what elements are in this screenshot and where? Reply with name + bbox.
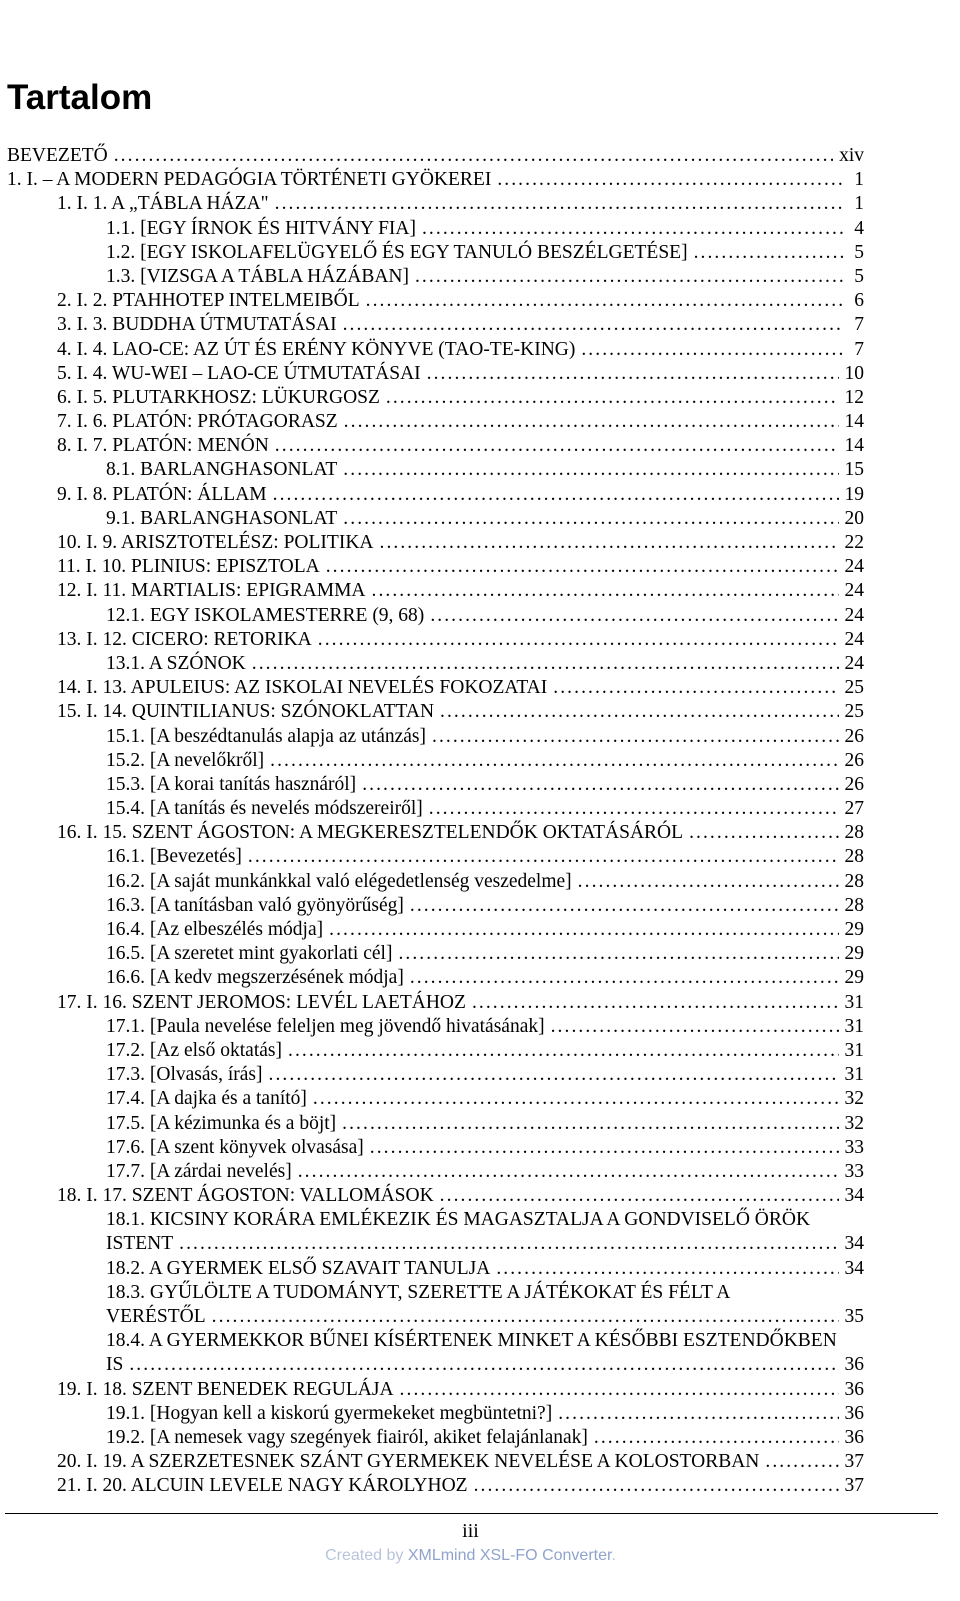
toc-entry[interactable] — [7, 918, 864, 942]
toc-entry-page: 28 — [844, 894, 864, 916]
toc-entry-page: 22 — [844, 532, 864, 553]
toc-entry[interactable] — [7, 700, 864, 724]
dot-leader — [318, 628, 839, 652]
toc-entry[interactable] — [7, 1087, 864, 1111]
converter-watermark — [0, 1547, 941, 1565]
dot-leader — [372, 579, 839, 603]
dot-leader — [440, 700, 838, 724]
toc-entry-page: 7 — [854, 338, 864, 360]
toc-entry[interactable] — [7, 676, 864, 700]
toc-entry[interactable] — [7, 362, 864, 386]
toc-entry-page: 25 — [844, 701, 864, 723]
dot-leader — [581, 338, 844, 362]
dot-leader — [248, 845, 839, 869]
toc-entry[interactable] — [7, 1039, 864, 1063]
toc-entry[interactable] — [7, 507, 864, 531]
toc-entry[interactable] — [7, 749, 864, 773]
toc-entry-title: 17.2. [Az első oktatás] — [106, 1039, 282, 1061]
toc-entry-title: 17.4. [A dajka és a tanító] — [106, 1088, 307, 1110]
toc-entry-title: 17.5. [A kézimunka és a böjt] — [106, 1112, 337, 1134]
toc-entry-page: 26 — [844, 773, 864, 795]
dot-leader — [765, 1450, 838, 1474]
toc-entry-title: 16.2. [A saját munkánkkal való elégedetlenség veszedelme] — [106, 870, 572, 892]
toc-entry-title: 13.1. A SZÓNOK — [106, 652, 246, 674]
dot-leader — [275, 434, 839, 458]
toc-entry-title: 21. I. 20. ALCUIN LEVELE NAGY KÁROLYHOZ — [57, 1475, 468, 1497]
dot-leader — [553, 676, 838, 700]
dot-leader — [432, 725, 839, 749]
toc-entry[interactable] — [7, 1329, 864, 1377]
toc-entry[interactable] — [7, 1281, 864, 1329]
toc-entry-page: 34 — [844, 1185, 864, 1207]
toc-entry[interactable] — [7, 628, 864, 652]
dot-leader — [313, 1087, 839, 1111]
toc-entry[interactable] — [7, 531, 864, 555]
toc-entry[interactable] — [7, 1426, 864, 1450]
toc-entry[interactable] — [7, 168, 864, 192]
dot-leader — [179, 1232, 838, 1256]
toc-entry-title: 9. I. 8. PLATÓN: ÁLLAM — [57, 483, 267, 505]
dot-leader — [398, 942, 838, 966]
footer-divider — [5, 1513, 938, 1514]
toc-entry[interactable] — [7, 1184, 864, 1208]
toc-entry-title-line: 18.1. KICSINY KORÁRA EMLÉKEZIK ÉS MAGASZTALJA A GONDVISELŐ ÖRÖK — [106, 1209, 811, 1231]
toc-entry[interactable] — [7, 289, 864, 313]
toc-entry-page: 26 — [844, 749, 864, 771]
toc-entry[interactable] — [7, 386, 864, 410]
toc-entry-title-line: 18.4. A GYERMEKKOR BŰNEI KÍSÉRTENEK MINKET A KÉSŐBBI ESZTENDŐKBEN — [106, 1330, 837, 1352]
toc-entry[interactable] — [7, 870, 864, 894]
toc-entry-page: 12 — [844, 386, 864, 408]
toc-entry-title: 16.6. [A kedv megszerzésének módja] — [106, 967, 404, 989]
toc-entry[interactable] — [7, 265, 864, 289]
toc-entry[interactable] — [7, 1474, 864, 1498]
watermark-suffix: . — [611, 1547, 616, 1564]
toc-entry[interactable] — [7, 410, 864, 434]
toc-entry-title: 5. I. 4. WU-WEI – LAO-CE ÚTMUTATÁSAI — [57, 362, 421, 384]
toc-entry-page: 4 — [854, 217, 864, 239]
toc-entry-page: 35 — [844, 1306, 864, 1327]
toc-entry-page: 36 — [844, 1402, 864, 1424]
toc-entry-page: 33 — [844, 1160, 864, 1182]
dot-leader — [400, 1378, 839, 1402]
dot-leader — [430, 604, 838, 628]
toc-entry[interactable] — [7, 1378, 864, 1402]
toc-entry-title: 17. I. 16. SZENT JEROMOS: LEVÉL LAETÁHOZ — [57, 991, 466, 1013]
dot-leader — [578, 870, 839, 894]
toc-entry[interactable] — [7, 821, 864, 845]
dot-leader — [429, 797, 839, 821]
toc-entry[interactable] — [7, 894, 864, 918]
dot-leader — [415, 265, 844, 289]
toc-entry-title: 1.3. [VIZSGA A TÁBLA HÁZÁBAN] — [106, 265, 409, 287]
toc-entry-title: 6. I. 5. PLUTARKHOSZ: LÜKURGOSZ — [57, 386, 380, 408]
dot-leader — [344, 410, 839, 434]
dot-leader — [343, 313, 844, 337]
dot-leader — [551, 1015, 839, 1039]
toc-entry-title: 17.7. [A zárdai nevelés] — [106, 1160, 292, 1182]
toc-entry-page: xiv — [839, 145, 864, 166]
toc-entry[interactable] — [7, 555, 864, 579]
toc-entry[interactable] — [7, 144, 864, 168]
toc-entry-title: 4. I. 4. LAO-CE: AZ ÚT ÉS ERÉNY KÖNYVE (TAO-TE-KING) — [57, 338, 576, 360]
dot-leader — [474, 1474, 839, 1498]
dot-leader — [252, 652, 839, 676]
toc-entry-page: 24 — [844, 580, 864, 602]
toc-entry[interactable] — [7, 845, 864, 869]
toc-entry-page: 14 — [844, 435, 864, 457]
toc-entry[interactable] — [7, 1450, 864, 1474]
toc-entry[interactable] — [7, 1257, 864, 1281]
toc-entry[interactable] — [7, 1063, 864, 1087]
dot-leader — [343, 458, 838, 482]
dot-leader — [342, 1112, 838, 1136]
watermark-brand: XMLmind XSL-FO Converter — [407, 1547, 612, 1564]
toc-entry-title: 19. I. 18. SZENT BENEDEK REGULÁJA — [57, 1378, 394, 1400]
toc-entry[interactable] — [7, 1208, 864, 1256]
dot-leader — [380, 531, 839, 555]
toc-entry-title: IS — [106, 1354, 124, 1376]
dot-leader — [326, 555, 839, 579]
toc-entry[interactable] — [7, 434, 864, 458]
toc-entry[interactable] — [7, 338, 864, 362]
dot-leader — [386, 386, 839, 410]
toc-entry-title: 17.3. [Olvasás, írás] — [106, 1064, 263, 1086]
toc-entry-page: 7 — [854, 314, 864, 336]
dot-leader — [212, 1305, 839, 1329]
toc-entry[interactable] — [7, 192, 864, 216]
toc-entry[interactable] — [7, 966, 864, 990]
dot-leader — [558, 1402, 838, 1426]
toc-entry-page: 1 — [854, 193, 864, 215]
dot-leader — [298, 1160, 839, 1184]
toc-entry[interactable] — [7, 1160, 864, 1184]
toc-entry-title: 19.1. [Hogyan kell a kiskorú gyermekeket megbüntetni?] — [106, 1402, 553, 1424]
toc-entry[interactable] — [7, 604, 864, 628]
dot-leader — [362, 773, 838, 797]
toc-entry-page: 36 — [844, 1426, 864, 1448]
dot-leader — [129, 1353, 838, 1377]
toc-entry-page: 5 — [854, 241, 864, 263]
toc-entry-title: 17.6. [A szent könyvek olvasása] — [106, 1136, 364, 1158]
watermark-prefix: Created by — [325, 1547, 408, 1564]
table-of-contents — [7, 144, 864, 1499]
toc-entry[interactable] — [7, 797, 864, 821]
toc-entry-title: 16. I. 15. SZENT ÁGOSTON: A MEGKERESZTELENDŐK OKTATÁSÁRÓL — [57, 822, 684, 844]
toc-entry[interactable] — [7, 217, 864, 241]
toc-entry-page: 24 — [844, 652, 864, 674]
toc-entry-page: 31 — [844, 1015, 864, 1037]
dot-leader — [366, 289, 844, 313]
toc-entry[interactable] — [7, 313, 864, 337]
toc-entry-title: 15.3. [A korai tanítás hasznáról] — [106, 773, 357, 795]
toc-entry-title: 1. I. – A MODERN PEDAGÓGIA TÖRTÉNETI GYÖKEREI — [7, 169, 492, 191]
dot-leader — [370, 1136, 839, 1160]
toc-entry[interactable] — [7, 942, 864, 966]
toc-entry-title: 14. I. 13. APULEIUS: AZ ISKOLAI NEVELÉS FOKOZATAI — [57, 677, 548, 699]
toc-entry[interactable] — [7, 458, 864, 482]
toc-entry-title: 19.2. [A nemesek vagy szegények fiairól, akiket felajánlanak] — [106, 1426, 588, 1448]
toc-entry[interactable] — [7, 1112, 864, 1136]
toc-entry-title: 17.1. [Paula nevelése feleljen meg jövendő hivatásának] — [106, 1015, 545, 1037]
toc-entry-page: 10 — [844, 362, 864, 384]
toc-entry-page: 14 — [844, 411, 864, 433]
toc-entry-page: 25 — [844, 677, 864, 699]
toc-entry[interactable] — [7, 483, 864, 507]
toc-entry-page: 29 — [844, 919, 864, 940]
toc-entry-title: 16.1. [Bevezetés] — [106, 846, 242, 868]
dot-leader — [496, 1257, 838, 1281]
toc-entry-title-line: 18.3. GYŰLÖLTE A TUDOMÁNYT, SZERETTE A JÁTÉKOKAT ÉS FÉLT A — [106, 1281, 731, 1303]
page-number: iii — [462, 1520, 479, 1542]
toc-entry-page: 24 — [844, 604, 864, 626]
toc-entry[interactable] — [7, 1136, 864, 1160]
toc-entry-title: 1.2. [EGY ISKOLAFELÜGYELŐ ÉS EGY TANULÓ BESZÉLGETÉSE] — [106, 241, 688, 263]
toc-entry-title: 13. I. 12. CICERO: RETORIKA — [57, 628, 312, 650]
toc-entry-page: 20 — [844, 507, 864, 529]
toc-entry-page: 36 — [844, 1378, 864, 1400]
toc-entry-page: 32 — [844, 1088, 864, 1110]
dot-leader — [288, 1039, 839, 1063]
toc-entry-page: 36 — [844, 1354, 864, 1376]
toc-entry-page: 29 — [844, 943, 864, 965]
toc-entry-title: 18. I. 17. SZENT ÁGOSTON: VALLOMÁSOK — [57, 1185, 434, 1207]
toc-entry[interactable] — [7, 241, 864, 265]
dot-leader — [472, 991, 839, 1015]
dot-leader — [410, 894, 839, 918]
toc-entry-page: 34 — [844, 1233, 864, 1255]
toc-entry-title: 1. I. 1. A „TÁBLA HÁZA" — [57, 193, 269, 215]
toc-entry-page: 31 — [844, 1064, 864, 1086]
dot-leader — [269, 1063, 839, 1087]
dot-leader — [343, 507, 838, 531]
page-title: Tartalom — [7, 78, 153, 117]
toc-entry-page: 5 — [854, 265, 864, 287]
toc-entry-page: 19 — [844, 483, 864, 505]
toc-entry[interactable] — [7, 773, 864, 797]
toc-entry-page: 28 — [844, 822, 864, 844]
dot-leader — [440, 1184, 839, 1208]
toc-entry-title: 3. I. 3. BUDDHA ÚTMUTATÁSAI — [57, 314, 337, 336]
toc-entry-title: 15.1. [A beszédtanulás alapja az utánzás] — [106, 725, 426, 747]
toc-entry-title: 16.5. [A szeretet mint gyakorlati cél] — [106, 943, 393, 965]
toc-entry-page: 1 — [854, 169, 864, 191]
toc-entry[interactable] — [7, 725, 864, 749]
toc-entry-page: 27 — [844, 798, 864, 820]
toc-entry[interactable] — [7, 652, 864, 676]
dot-leader — [427, 362, 839, 386]
dot-leader — [689, 821, 838, 845]
toc-entry-page: 32 — [844, 1112, 864, 1134]
toc-entry-title: 15.4. [A tanítás és nevelés módszereiről] — [106, 798, 423, 820]
toc-entry-page: 28 — [844, 846, 864, 868]
toc-entry-title: 10. I. 9. ARISZTOTELÉSZ: POLITIKA — [57, 532, 374, 553]
toc-entry-page: 28 — [844, 870, 864, 892]
toc-entry-page: 6 — [854, 290, 864, 312]
toc-entry-title: 20. I. 19. A SZERZETESNEK SZÁNT GYERMEKEK NEVELÉSE A KOLOSTORBAN — [57, 1451, 760, 1473]
toc-entry-title: VERÉSTŐL — [106, 1306, 206, 1327]
toc-entry-title: 12.1. EGY ISKOLAMESTERRE (9, 68) — [106, 604, 425, 626]
toc-entry-title: 15. I. 14. QUINTILIANUS: SZÓNOKLATTAN — [57, 701, 435, 723]
toc-entry-title: 7. I. 6. PLATÓN: PRÓTAGORASZ — [57, 411, 338, 433]
toc-entry-title: BEVEZETŐ — [7, 145, 108, 166]
toc-entry-page: 26 — [844, 725, 864, 747]
toc-entry-page: 37 — [844, 1451, 864, 1473]
toc-entry-page: 24 — [844, 628, 864, 650]
dot-leader — [275, 192, 844, 216]
toc-entry-title: 18.2. A GYERMEK ELSŐ SZAVAIT TANULJA — [106, 1257, 491, 1279]
toc-entry-title: 8. I. 7. PLATÓN: MENÓN — [57, 435, 269, 457]
toc-entry-title: 16.3. [A tanításban való gyönyörűség] — [106, 894, 404, 916]
toc-entry-title: ISTENT — [106, 1233, 174, 1255]
toc-entry[interactable] — [7, 1015, 864, 1039]
dot-leader — [329, 918, 838, 942]
toc-entry[interactable] — [7, 579, 864, 603]
toc-entry-title: 2. I. 2. PTAHHOTEP INTELMEIBŐL — [57, 290, 360, 312]
dot-leader — [410, 966, 839, 990]
toc-entry-title: 8.1. BARLANGHASONLAT — [106, 459, 338, 481]
toc-entry[interactable] — [7, 991, 864, 1015]
toc-entry-title: 9.1. BARLANGHASONLAT — [106, 507, 338, 529]
toc-entry-page: 29 — [844, 967, 864, 989]
toc-entry-title: 12. I. 11. MARTIALIS: EPIGRAMMA — [57, 580, 366, 602]
toc-entry-title: 1.1. [EGY ÍRNOK ÉS HITVÁNY FIA] — [106, 217, 416, 239]
toc-entry-page: 33 — [844, 1136, 864, 1158]
toc-entry-title: 15.2. [A nevelőkről] — [106, 749, 265, 771]
toc-entry-page: 31 — [844, 1039, 864, 1061]
dot-leader — [594, 1426, 839, 1450]
toc-entry-page: 34 — [844, 1257, 864, 1279]
toc-entry[interactable] — [7, 1402, 864, 1426]
toc-entry-page: 37 — [844, 1475, 864, 1497]
toc-entry-page: 24 — [844, 556, 864, 578]
dot-leader — [694, 241, 844, 265]
toc-entry-page: 31 — [844, 991, 864, 1013]
toc-entry-page: 15 — [844, 459, 864, 481]
dot-leader — [422, 217, 844, 241]
dot-leader — [270, 749, 838, 773]
toc-entry-title: 16.4. [Az elbeszélés módja] — [106, 919, 324, 940]
toc-entry-title: 11. I. 10. PLINIUS: EPISZTOLA — [57, 556, 320, 578]
dot-leader — [497, 168, 844, 192]
dot-leader — [114, 144, 833, 168]
dot-leader — [273, 483, 839, 507]
